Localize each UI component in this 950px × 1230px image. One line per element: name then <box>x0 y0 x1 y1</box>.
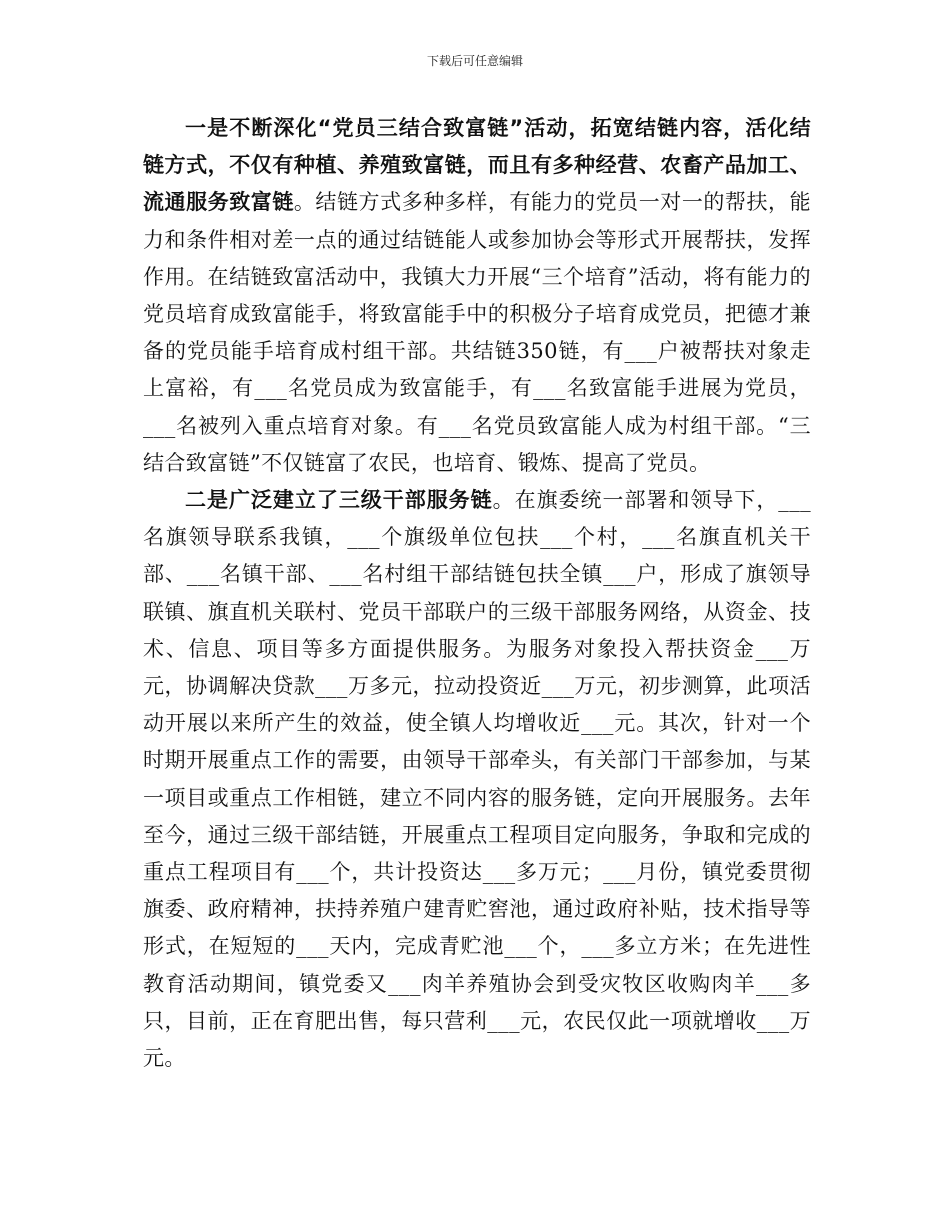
paragraph-1-body: 。结链方式多种多样，有能力的党员一对一的帮扶，能力和条件相对差一点的通过结链能人或参加协会等形式开展帮扶，发挥作用。在结链致富活动中，我镇大力开展“三个培育”活动，将有能力的党员培育成致富能手，将致富能手中的积极分子培育成党员，把德才兼备的党员能手培育成村组干部。共结链350链，有___户被帮扶对象走上富裕，有___名党员成为致富能手，有___名致富能手进展为党员，___名被列入重点培育对象。有___名党员致富能人成为村组干部。“三结合致富链”不仅链富了农民，也培育、锻炼、提高了党员。 <box>143 190 811 475</box>
document-body <box>143 110 811 1077</box>
paragraph-2-body: 。在旗委统一部署和领导下，___名旗领导联系我镇，___个旗级单位包扶___个村，___名旗直机关干部、___名镇干部、___名村组干部结链包扶全镇___户，形成了旗领导联镇、旗直机关联村、党员干部联户的三级干部服务网络，从资金、技术、信息、项目等多方面提供服务。为服务对象投入帮扶资金___万元，协调解决贷款___万多元，拉动投资近___万元，初步测算，此项活动开展以来所产生的效益，使全镇人均增收近___元。其次，针对一个时期开展重点工作的需要，由领导干部牵头，有关部门干部参加，与某一项目或重点工作相链，建立不同内容的服务链，定向开展服务。去年至今，通过三级干部结链，开展重点工程项目定向服务，争取和完成的重点工程项目有___个，共计投资达___多万元；___月份，镇党委贯彻旗委、政府精神，扶持养殖户建青贮窖池，通过政府补贴，技术指导等形式，在短短的___天内，完成青贮池___个，___多立方米；在先进性教育活动期间，镇党委又___肉羊养殖协会到受灾牧区收购肉羊___多只，目前，正在育肥出售，每只营利___元，农民仅此一项就增收___万元。 <box>143 488 811 1071</box>
paragraph-1-lead: 一是不断深化“党员三结合致富链”活动，拓宽结链内容，活化结链方式，不仅有种植、养殖致富链，而且有多种经营、农畜产品加工、流通服务致富链 <box>143 116 811 215</box>
paragraph-2-lead: 二是广泛建立了三级干部服务链 <box>185 488 493 513</box>
page-header: 下载后可任意编辑 <box>426 54 523 68</box>
paragraph-2 <box>143 482 811 1077</box>
paragraph-1 <box>143 110 811 482</box>
